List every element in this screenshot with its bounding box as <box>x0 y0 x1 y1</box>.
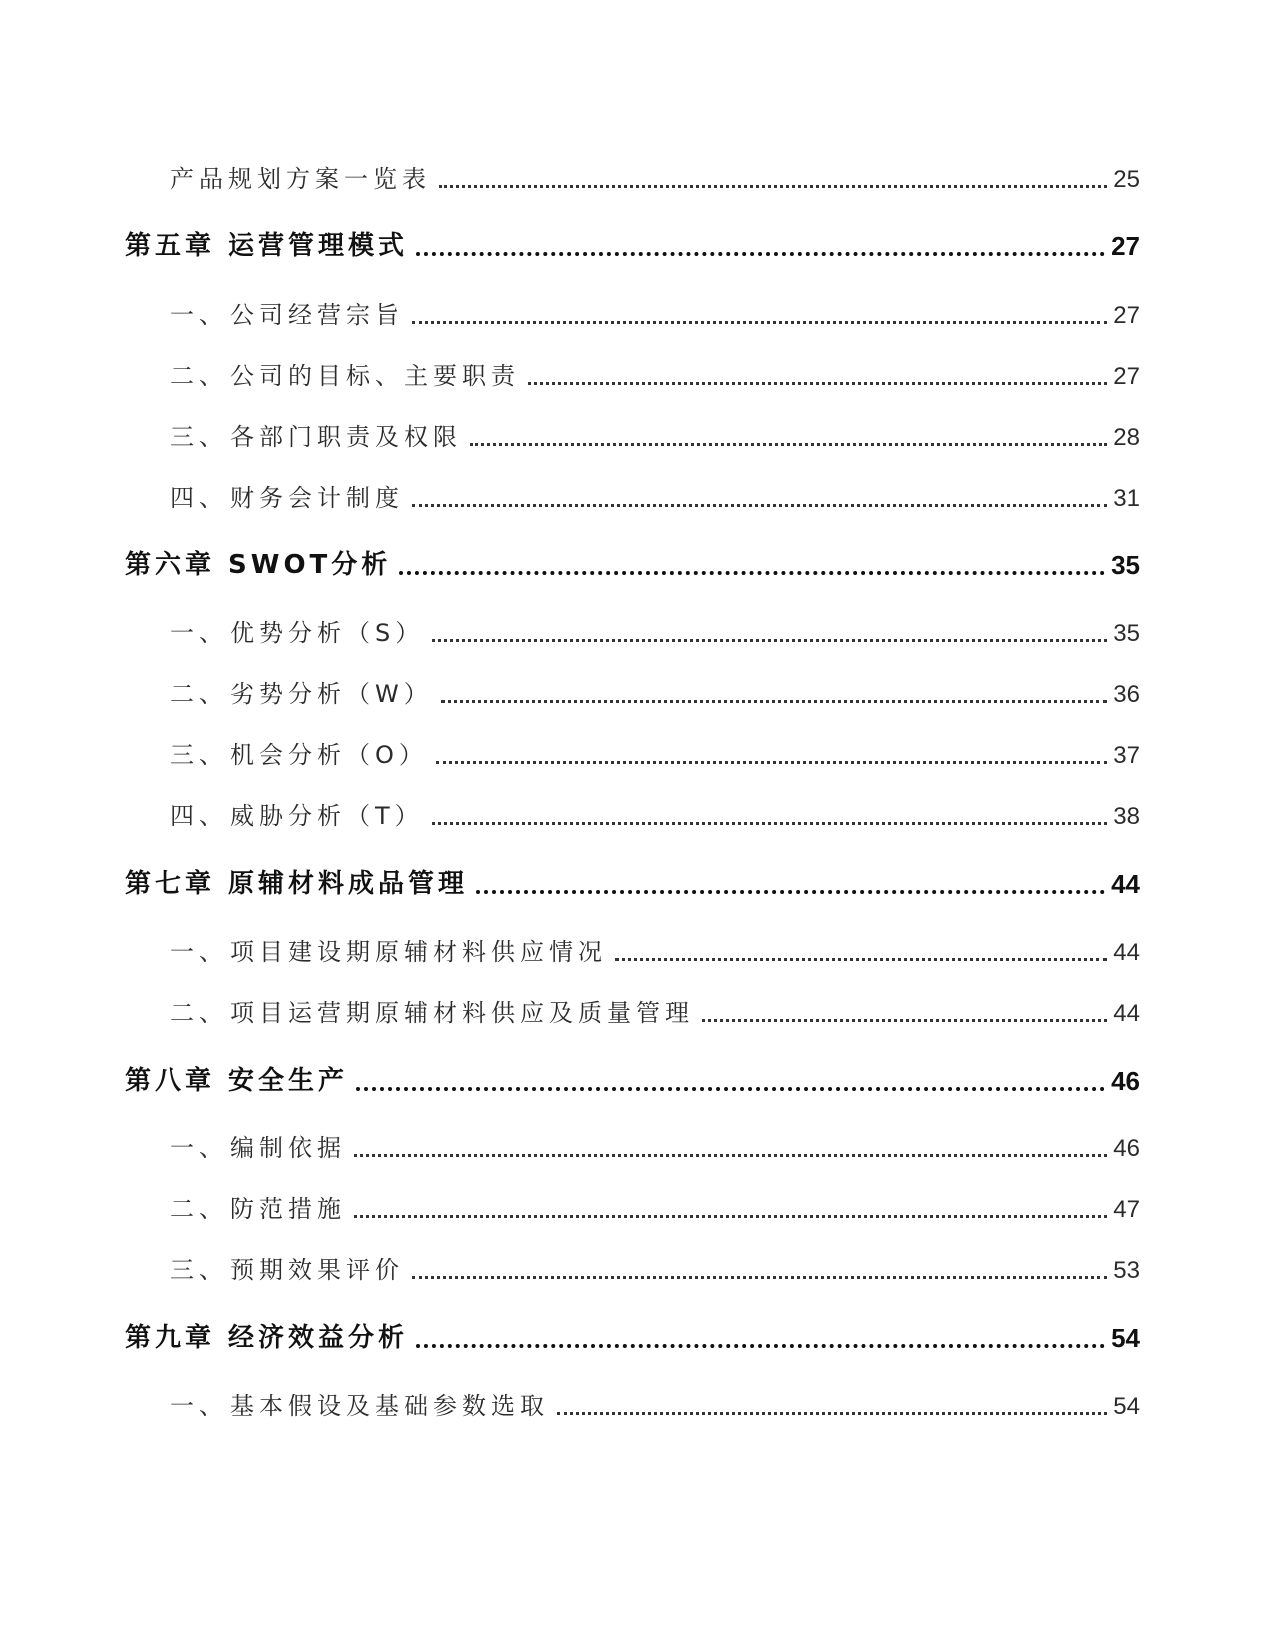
toc-page-number: 35 <box>1111 550 1140 580</box>
toc-page-number: 54 <box>1111 1323 1140 1353</box>
toc-entry[interactable] <box>170 296 1140 330</box>
toc-entry-index: 一、 <box>170 619 228 647</box>
toc-entry-label: 编制依据 <box>230 1134 346 1162</box>
dot-leader <box>354 1215 1107 1218</box>
dot-leader <box>412 504 1107 507</box>
toc-chapter-label: 第六章 SWOT分析 <box>125 550 392 580</box>
toc-page-number: 53 <box>1113 1257 1140 1284</box>
toc-entry-index: 二、 <box>170 1195 228 1223</box>
toc-entry[interactable] <box>170 994 1140 1028</box>
toc-page-number: 36 <box>1113 681 1140 708</box>
toc-page-number: 47 <box>1113 1196 1140 1223</box>
toc-page-number: 27 <box>1113 363 1140 390</box>
toc-entry[interactable] <box>170 797 1140 831</box>
toc-entry-label: 劣势分析（W） <box>230 680 433 708</box>
toc-page-number: 35 <box>1113 620 1140 647</box>
toc-page-number: 38 <box>1113 803 1140 830</box>
dot-leader <box>399 571 1105 575</box>
dot-leader <box>354 1154 1107 1157</box>
toc-entry-label: 各部门职责及权限 <box>230 423 462 451</box>
toc-page-number: 44 <box>1113 939 1140 966</box>
toc-page-number: 27 <box>1113 302 1140 329</box>
toc-entry-index: 二、 <box>170 680 228 708</box>
toc-entry-index: 三、 <box>170 423 228 451</box>
toc-chapter-entry[interactable] <box>125 226 1140 262</box>
toc-chapter-label: 第五章 运营管理模式 <box>125 231 409 261</box>
toc-entry[interactable] <box>170 614 1140 648</box>
dot-leader <box>432 822 1108 825</box>
toc-chapter-entry[interactable] <box>125 1318 1140 1354</box>
toc-chapter-label: 第八章 安全生产 <box>125 1066 349 1096</box>
toc-entry[interactable] <box>170 736 1140 770</box>
toc-entry-label: 公司经营宗旨 <box>230 301 404 329</box>
toc-entry-label: 项目建设期原辅材料供应情况 <box>230 938 607 966</box>
toc-page-number: 46 <box>1111 1066 1140 1096</box>
toc-page-number: 44 <box>1111 869 1140 899</box>
toc-page-number: 44 <box>1113 1000 1140 1027</box>
toc-entry[interactable] <box>170 1190 1140 1224</box>
toc-chapter-entry[interactable] <box>125 864 1140 900</box>
dot-leader <box>441 700 1108 703</box>
toc-page-number: 46 <box>1113 1135 1140 1162</box>
toc-page-number: 31 <box>1113 485 1140 512</box>
dot-leader <box>470 443 1107 446</box>
dot-leader <box>416 1344 1105 1348</box>
toc-entry-index: 四、 <box>170 802 228 830</box>
toc-entry-label: 基本假设及基础参数选取 <box>230 1392 549 1420</box>
toc-entry-label: 预期效果评价 <box>230 1256 404 1284</box>
toc-entry-index: 一、 <box>170 938 228 966</box>
toc-entry-label: 防范措施 <box>230 1195 346 1223</box>
dot-leader <box>436 761 1107 764</box>
toc-entry-label: 机会分析（O） <box>230 741 428 769</box>
toc-entry-index: 一、 <box>170 1134 228 1162</box>
dot-leader <box>439 185 1107 188</box>
dot-leader <box>412 1276 1107 1279</box>
toc-entry-label: 公司的目标、主要职责 <box>230 362 520 390</box>
toc-entry[interactable] <box>170 1251 1140 1285</box>
toc-entry-label: 威胁分析（T） <box>230 802 424 830</box>
toc-entry-label: 优势分析（S） <box>230 619 425 647</box>
dot-leader <box>615 958 1107 961</box>
toc-entry[interactable] <box>170 160 1140 194</box>
dot-leader <box>356 1087 1105 1091</box>
toc-entry-label: 项目运营期原辅材料供应及质量管理 <box>230 999 694 1027</box>
toc-page-number: 37 <box>1113 742 1140 769</box>
dot-leader <box>476 890 1105 894</box>
dot-leader <box>412 321 1107 324</box>
toc-entry-index: 三、 <box>170 741 228 769</box>
toc-page-number: 25 <box>1113 166 1140 193</box>
toc-entry-index: 三、 <box>170 1256 228 1284</box>
toc-page-number: 27 <box>1111 231 1140 261</box>
toc-entry-index: 一、 <box>170 1392 228 1420</box>
toc-chapter-entry[interactable] <box>125 1061 1140 1097</box>
toc-page-number: 28 <box>1113 424 1140 451</box>
toc-entry-index: 一、 <box>170 301 228 329</box>
dot-leader <box>557 1412 1107 1415</box>
toc-entry-index: 二、 <box>170 999 228 1027</box>
toc-page-number: 54 <box>1113 1393 1140 1420</box>
toc-entry[interactable] <box>170 1129 1140 1163</box>
toc-entry-index: 四、 <box>170 484 228 512</box>
toc-entry-label: 产品规划方案一览表 <box>170 165 431 193</box>
toc-entry[interactable] <box>170 418 1140 452</box>
toc-entry-index: 二、 <box>170 362 228 390</box>
dot-leader <box>416 252 1105 256</box>
toc-chapter-label: 第七章 原辅材料成品管理 <box>125 869 469 899</box>
dot-leader <box>528 382 1107 385</box>
toc-entry[interactable] <box>170 479 1140 513</box>
toc-chapter-label: 第九章 经济效益分析 <box>125 1323 409 1353</box>
toc-entry[interactable] <box>170 933 1140 967</box>
toc-entry[interactable] <box>170 675 1140 709</box>
toc-entry[interactable] <box>170 357 1140 391</box>
dot-leader <box>432 639 1107 642</box>
toc-chapter-entry[interactable] <box>125 545 1140 581</box>
toc-entry[interactable] <box>170 1387 1140 1421</box>
dot-leader <box>702 1019 1107 1022</box>
toc-entry-label: 财务会计制度 <box>230 484 404 512</box>
